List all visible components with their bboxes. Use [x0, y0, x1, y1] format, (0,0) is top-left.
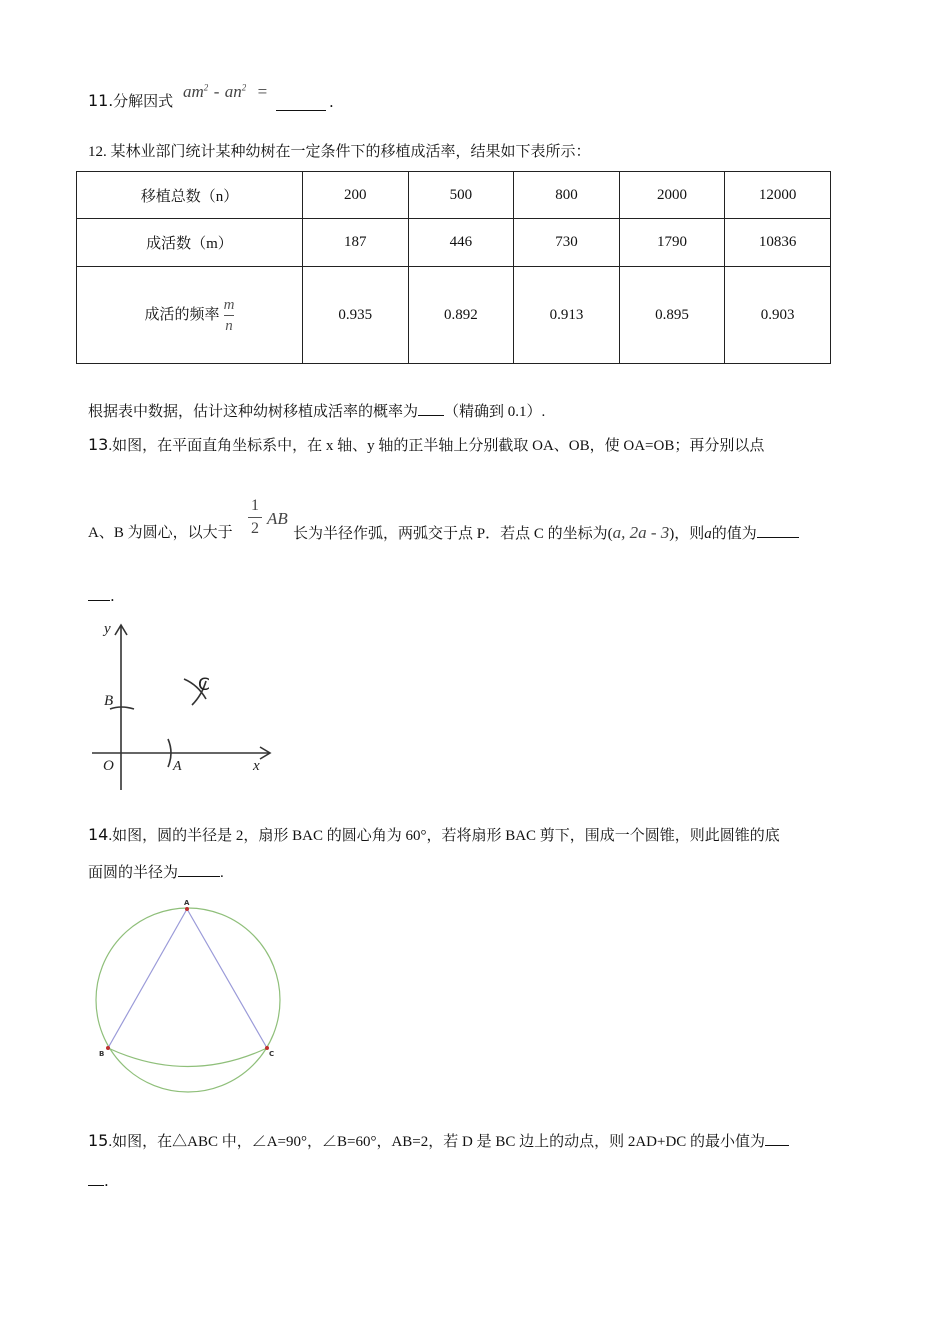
q11-answer-blank[interactable] [276, 96, 326, 115]
figure-label-y: y [104, 621, 111, 637]
segment-ab [108, 909, 187, 1048]
q12-answer-blank[interactable] [418, 401, 444, 416]
q14-line1-text: .如图，圆的半径是 2，扇形 BAC 的圆心角为 60°，若将扇形 BAC 剪下，围成一个圆锥，则此圆锥的底 [108, 828, 780, 844]
point-a [185, 907, 189, 911]
q13-line2-a: A、B 为圆心，以大于 [88, 525, 233, 541]
q14-line2-text: 面圆的半径为 [88, 865, 179, 881]
q15-answer-blank-1[interactable] [765, 1131, 789, 1146]
q13-fraction [248, 497, 262, 538]
arc-at-b [110, 707, 134, 709]
q12-conclusion-prefix: 根据表中数据，估计这种幼树移植成活率的概率为 [88, 404, 419, 420]
table-cell: 1790 [619, 219, 725, 267]
q15-line2 [88, 1171, 109, 1191]
q15-line1 [88, 1131, 789, 1152]
figure-label-x: x [253, 758, 260, 774]
table-cell: 12000 [725, 172, 831, 219]
q12-intro: 12. 某林业部门统计某种幼树在一定条件下的移植成活率，结果如下表所示： [88, 144, 591, 160]
q13-figure [88, 615, 278, 795]
q13-var-a: a [704, 526, 712, 542]
table-row1-label: 移植总数（n） [77, 172, 303, 219]
fraction-numerator: m [223, 296, 235, 313]
segment-ac [187, 909, 267, 1048]
q14-line2 [88, 862, 224, 883]
circle [96, 908, 280, 1092]
q11-expr-sup2: 2 [241, 82, 247, 93]
q13-frac-den: 2 [251, 520, 259, 537]
q15-line1-text: .如图，在△ABC 中，∠A=90°，∠B=60°，AB=2，若 D 是 BC 边上的动点，则 2AD+DC 的最小值为 [108, 1134, 766, 1150]
q13-line2 [293, 523, 799, 544]
table-cell: 0.935 [302, 267, 408, 364]
q11-end: . [329, 93, 334, 111]
q12-conclusion [88, 401, 545, 422]
table-cell: 800 [514, 172, 620, 219]
q13-line3-end: . [110, 587, 115, 605]
figure-label-c: C [269, 1050, 275, 1058]
point-b [106, 1046, 110, 1050]
q14-figure [90, 895, 290, 1100]
q15-end: . [104, 1172, 109, 1190]
q14-answer-blank[interactable] [178, 862, 220, 877]
table-cell: 200 [302, 172, 408, 219]
q13-number: 13 [88, 435, 109, 454]
q13-answer-blank-1[interactable] [757, 523, 799, 538]
table-cell: 446 [408, 219, 514, 267]
figure-label-c: C [198, 675, 210, 695]
q11-expr-minus: - [213, 82, 220, 101]
q11-expr-sup1: 2 [203, 82, 209, 93]
sector-arc [108, 1048, 267, 1067]
q13-line2-d: 的值为 [711, 526, 757, 542]
q14-line1 [88, 825, 780, 846]
q13-frac-ab: AB [267, 509, 288, 528]
q11-expression [183, 82, 267, 102]
q13-line2-b: 长为半径作弧，两弧交于点 P．若点 C 的坐标为( [293, 526, 613, 542]
q14-end: . [220, 865, 224, 881]
table-cell: 0.903 [725, 267, 831, 364]
figure-label-a: A [184, 899, 190, 907]
q13-line1-text: .如图，在平面直角坐标系中，在 x 轴、y 轴的正半轴上分别截取 OA、OB，使 OA=OB；再分别以点 [108, 438, 765, 454]
table-cell: 2000 [619, 172, 725, 219]
table-cell: 187 [302, 219, 408, 267]
q13-line2-c: )，则 [669, 526, 705, 542]
table-cell: 0.913 [514, 267, 620, 364]
table-row3-label [77, 267, 303, 364]
table-cell: 500 [408, 172, 514, 219]
q13-frac-num: 1 [251, 497, 259, 514]
table-row3-label-text: 成活的频率 [144, 306, 220, 323]
q12-conclusion-suffix: （精确到 0.1）. [444, 404, 546, 420]
table-row2-label: 成活数（m） [77, 219, 303, 267]
figure-label-b: B [104, 693, 114, 709]
q11-number: 11 [88, 91, 109, 110]
q11-text: .分解因式 [108, 92, 174, 110]
q11-expr-an: an [224, 82, 242, 101]
table-cell: 730 [514, 219, 620, 267]
q13-line3 [88, 586, 115, 606]
q13-coord: a, 2a - 3 [612, 523, 670, 542]
q12-table [76, 171, 831, 364]
q11 [88, 91, 173, 111]
table-cell: 0.895 [619, 267, 725, 364]
q15-number: 15 [88, 1131, 109, 1150]
fraction-denominator: n [225, 317, 233, 334]
q14-number: 14 [88, 825, 109, 844]
table-cell: 0.892 [408, 267, 514, 364]
figure-label-a: A [173, 759, 182, 774]
figure-label-o: O [103, 758, 114, 774]
q11-expr-am: am [183, 82, 204, 101]
table-cell: 10836 [725, 219, 831, 267]
q13-line1 [88, 435, 764, 456]
q11-expr-eq: = [257, 82, 268, 101]
fraction-m-over-n [224, 297, 235, 334]
q15-answer-blank-2[interactable] [88, 1171, 104, 1186]
figure-label-b: B [99, 1050, 105, 1058]
q13-answer-blank-2[interactable] [88, 586, 110, 601]
